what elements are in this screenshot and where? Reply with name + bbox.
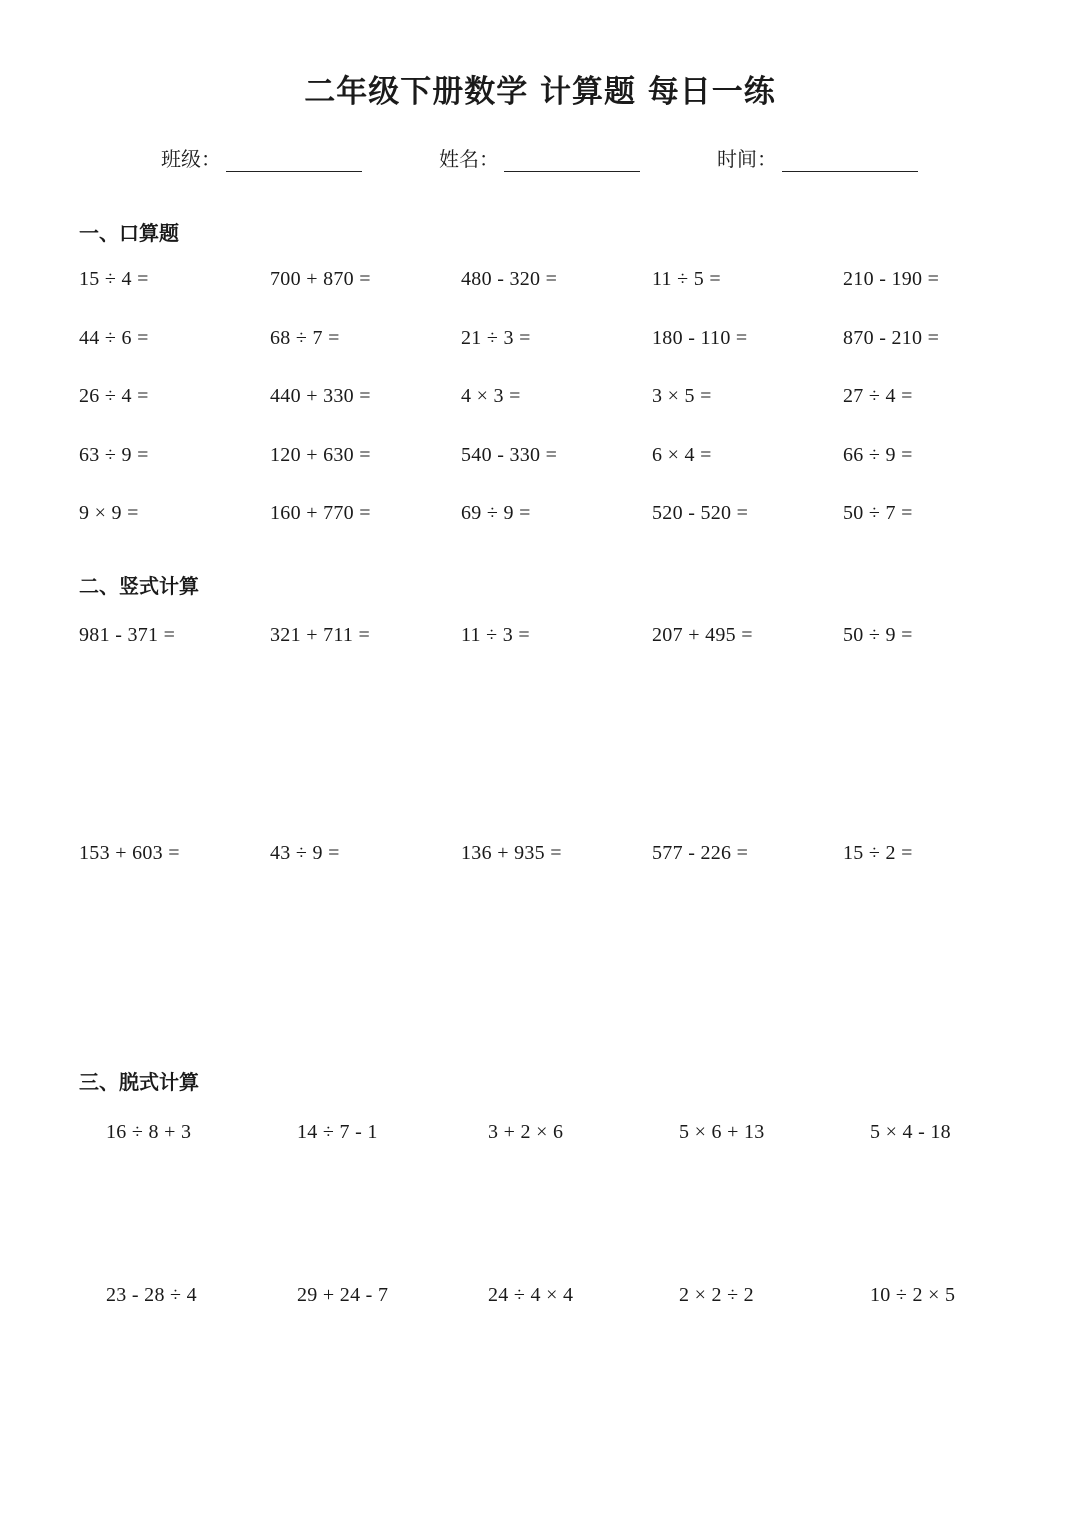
- problem: 10 ÷ 2 × 5: [870, 1284, 956, 1306]
- problem: 480 - 320 =: [461, 268, 558, 290]
- section-title-mental-arithmetic: 一、口算题: [79, 221, 179, 245]
- problem: 700 + 870 =: [270, 268, 371, 290]
- problem: 577 - 226 =: [652, 842, 749, 864]
- problem: 16 ÷ 8 + 3: [106, 1121, 192, 1143]
- problem: 15 ÷ 2 =: [843, 842, 913, 864]
- problem: 153 + 603 =: [79, 842, 180, 864]
- problem: 15 ÷ 4 =: [79, 268, 149, 290]
- problem: 160 + 770 =: [270, 502, 371, 524]
- problem: 43 ÷ 9 =: [270, 842, 340, 864]
- problem: 44 ÷ 6 =: [79, 327, 149, 349]
- problem: 11 ÷ 3 =: [461, 624, 530, 646]
- problem: 136 + 935 =: [461, 842, 562, 864]
- problem: 6 × 4 =: [652, 444, 712, 466]
- problem: 26 ÷ 4 =: [79, 385, 149, 407]
- section-title-vertical-calculation: 二、竖式计算: [79, 574, 199, 598]
- class-label: 班级：: [161, 147, 221, 171]
- problem: 69 ÷ 9 =: [461, 502, 531, 524]
- problem: 4 × 3 =: [461, 385, 521, 407]
- problem: 27 ÷ 4 =: [843, 385, 913, 407]
- problem: 2 × 2 ÷ 2: [679, 1284, 754, 1306]
- time-blank-line[interactable]: [782, 171, 918, 172]
- problem: 11 ÷ 5 =: [652, 268, 721, 290]
- name-blank-line[interactable]: [504, 171, 640, 172]
- class-blank-line[interactable]: [226, 171, 362, 172]
- name-label: 姓名：: [439, 147, 499, 171]
- problem: 321 + 711 =: [270, 624, 371, 646]
- problem: 23 - 28 ÷ 4: [106, 1284, 197, 1306]
- problem: 14 ÷ 7 - 1: [297, 1121, 378, 1143]
- problem: 540 - 330 =: [461, 444, 558, 466]
- section-title-step-calculation: 三、脱式计算: [79, 1070, 199, 1094]
- problem: 870 - 210 =: [843, 327, 940, 349]
- problem: 66 ÷ 9 =: [843, 444, 913, 466]
- problem: 24 ÷ 4 × 4: [488, 1284, 574, 1306]
- problem: 120 + 630 =: [270, 444, 371, 466]
- problem: 180 - 110 =: [652, 327, 748, 349]
- problem: 207 + 495 =: [652, 624, 753, 646]
- problem: 3 + 2 × 6: [488, 1121, 564, 1143]
- problem: 21 ÷ 3 =: [461, 327, 531, 349]
- worksheet-title: 二年级下册数学 计算题 每日一练: [304, 74, 776, 110]
- problem: 5 × 6 + 13: [679, 1121, 765, 1143]
- problem: 29 + 24 - 7: [297, 1284, 389, 1306]
- time-label: 时间：: [717, 147, 777, 171]
- problem: 440 + 330 =: [270, 385, 371, 407]
- problem: 63 ÷ 9 =: [79, 444, 149, 466]
- student-info-row: [0, 140, 1080, 180]
- problem: 50 ÷ 7 =: [843, 502, 913, 524]
- problem: 5 × 4 - 18: [870, 1121, 951, 1143]
- problem: 9 × 9 =: [79, 502, 139, 524]
- problem: 520 - 520 =: [652, 502, 749, 524]
- problem: 68 ÷ 7 =: [270, 327, 340, 349]
- problem: 210 - 190 =: [843, 268, 940, 290]
- problem: 3 × 5 =: [652, 385, 712, 407]
- problem: 981 - 371 =: [79, 624, 176, 646]
- problem: 50 ÷ 9 =: [843, 624, 913, 646]
